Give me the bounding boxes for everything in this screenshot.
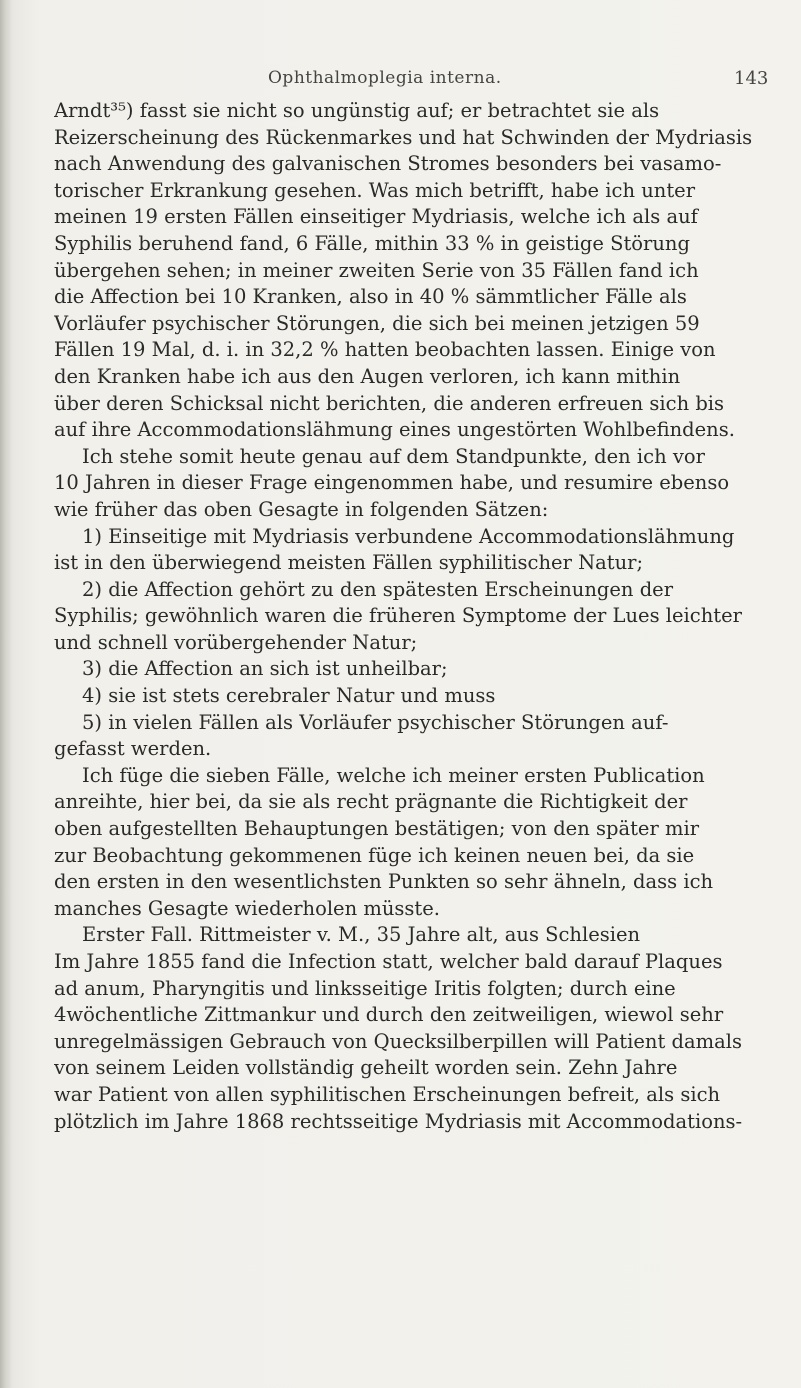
text-line: die Affection bei 10 Kranken, also in 40 % sämmtlicher Fälle als: [54, 285, 687, 309]
text-line: gefasst werden.: [54, 737, 212, 761]
text-line: von seinem Leiden vollständig geheilt worden sein. Zehn Jahre: [54, 1056, 678, 1080]
text-line: anreihte, hier bei, da sie als recht prägnante die Richtigkeit der: [54, 790, 688, 814]
text-line: ist in den überwiegend meisten Fällen syphilitischer Natur;: [54, 551, 644, 575]
text-line: 4) sie ist stets cerebraler Natur und muss: [82, 684, 496, 708]
text-line: Reizerscheinung des Rückenmarkes und hat Schwinden der Mydriasis: [54, 125, 753, 149]
text-line: Fällen 19 Mal, d. i. in 32,2 % hatten beobachten lassen. Einige von: [54, 338, 716, 362]
text-line: unregelmässigen Gebrauch von Quecksilberpillen will Patient damals: [54, 1029, 742, 1053]
text-line: manches Gesagte wiederholen müsste.: [54, 896, 440, 920]
page-binding-edge: [0, 0, 12, 1388]
text-line: auf ihre Accommodationslähmung eines ungestörten Wohlbefindens.: [54, 418, 735, 442]
text-line: meinen 19 ersten Fällen einseitiger Mydriasis, welche ich als auf: [54, 205, 698, 229]
text-line: torischer Erkrankung gesehen. Was mich betrifft, habe ich unter: [54, 178, 696, 202]
text-line: 1) Einseitige mit Mydriasis verbundene Accommodationslähmung: [82, 524, 735, 548]
text-line: Arndt³⁵) fasst sie nicht so ungünstig auf; er betrachtet sie als: [54, 99, 660, 122]
text-line: 2) die Affection gehört zu den spätesten Erscheinungen der: [82, 577, 674, 601]
text-line: über deren Schicksal nicht berichten, die anderen erfreuen sich bis: [54, 391, 725, 415]
text-line: den ersten in den wesentlichsten Punkten so sehr ähneln, dass ich: [54, 870, 714, 894]
text-line: 4wöchentliche Zittmankur und durch den zeitweiligen, wiewol sehr: [54, 1003, 724, 1027]
text-line: Erster Fall. Rittmeister v. M., 35 Jahre alt, aus Schlesien: [82, 923, 641, 947]
text-line: ad anum, Pharyngitis und linksseitige Iritis folgten; durch eine: [54, 976, 676, 1000]
text-line: Ich füge die sieben Fälle, welche ich meiner ersten Publication: [82, 763, 705, 787]
text-line: Vorläufer psychischer Störungen, die sich bei meinen jetzigen 59: [54, 311, 700, 335]
text-line: plötzlich im Jahre 1868 rechtsseitige Mydriasis mit Accommodations-: [54, 1109, 743, 1133]
body-text: [54, 98, 766, 1135]
text-line: 10 Jahren in dieser Frage eingenommen habe, und resumire ebenso: [54, 471, 730, 495]
text-line: zur Beobachtung gekommenen füge ich keinen neuen bei, da sie: [54, 843, 695, 867]
text-line: Syphilis; gewöhnlich waren die früheren Symptome der Lues leichter: [54, 604, 742, 628]
text-line: 3) die Affection an sich ist unheilbar;: [82, 657, 448, 681]
text-line: war Patient von allen syphilitischen Erscheinungen befreit, als sich: [54, 1082, 721, 1106]
text-line: übergehen sehen; in meiner zweiten Serie von 35 Fällen fand ich: [54, 258, 699, 282]
text-line: oben aufgestellten Behauptungen bestätigen; von den später mir: [54, 817, 700, 841]
text-line: nach Anwendung des galvanischen Stromes besonders bei vasamo-: [54, 152, 722, 176]
text-line: Im Jahre 1855 fand die Infection statt, welcher bald darauf Plaques: [54, 950, 723, 973]
text-line: 5) in vielen Fällen als Vorläufer psychischer Störungen auf-: [82, 710, 669, 734]
text-line: den Kranken habe ich aus den Augen verloren, ich kann mithin: [54, 364, 681, 388]
text-line: Ich stehe somit heute genau auf dem Standpunkte, den ich vor: [82, 444, 705, 468]
running-title: Ophthalmoplegia interna.: [268, 68, 502, 88]
text-line: Syphilis beruhend fand, 6 Fälle, mithin 33 % in geistige Störung: [54, 231, 690, 255]
text-line: wie früher das oben Gesagte in folgenden Sätzen:: [54, 497, 549, 521]
page-number: 143: [734, 68, 769, 89]
text-line: und schnell vorübergehender Natur;: [54, 630, 418, 654]
running-head: [0, 68, 801, 94]
